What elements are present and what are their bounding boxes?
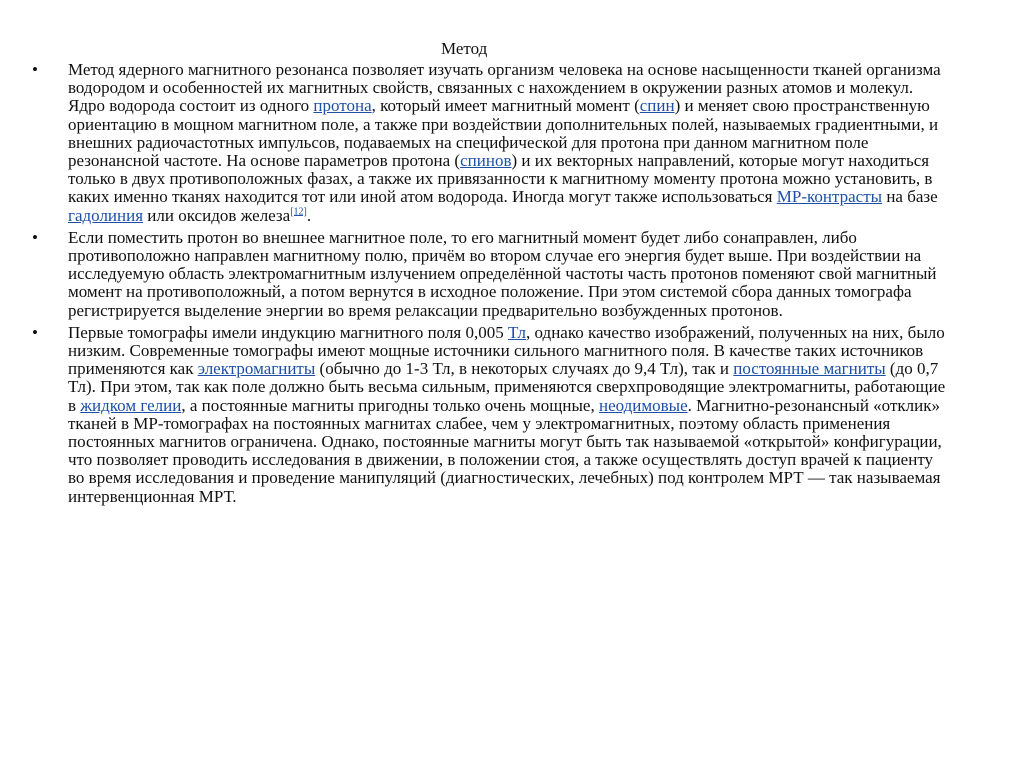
slide-title: Метод [441, 39, 488, 58]
text-span: , а постоянные магниты пригодны только очень мощные, [181, 395, 599, 415]
link-spins[interactable]: спинов [460, 151, 512, 171]
link-mr-contrasts[interactable]: МР-контрасты [776, 187, 883, 207]
text-span: ) и их векторных направлений, которые могут находиться только в двух противоположных фазах, а также их привязанности к магнитному моменту протона можно установить, в каких именно тканях находится тот или иной атом водорода. Иногда могут также использоваться [68, 151, 933, 207]
link-liquid-helium[interactable]: жидком гелии [80, 395, 182, 415]
bullet-text: Если поместить протон во внешнее магнитное поле, то его магнитный момент будет либо сонаправлен, либо противоположно направлен магнитному полю, причём во втором случае его энергия будет выше. При воздействии на исследуемую область электромагнитным излучением определённой частоты часть протонов поменяют свой магнитный момент на противоположный, а потом вернутся в исходное положение. При этом системой сбора данных томографа регистрируется выделение энергии во время релаксации предварительно возбужденных протонов. [68, 227, 937, 320]
link-proton[interactable]: протона [313, 96, 372, 116]
bullet-item-tomographs [32, 324, 952, 506]
link-neodymium[interactable]: неодимовые [598, 395, 688, 415]
link-gadolinium[interactable]: гадолиния [68, 205, 144, 225]
bullet-dot: • [32, 322, 38, 342]
text-span: (обычно до 1-3 Тл, в некоторых случаях до 9,4 Тл), так и [315, 359, 734, 379]
text-span: , который имеет магнитный момент ( [371, 96, 640, 116]
text-span: Метод ядерного магнитного резонанса позволяет изучать организм человека на основе насыщенности тканей организма водородом и особенностей их магнитных свойств, связанных с нахождением в окружении разных атомов и молекул. Ядро водорода состоит из одного [68, 60, 941, 116]
text-span: или оксидов железа [143, 205, 291, 225]
text-span: Первые томографы имели индукцию магнитного поля 0,005 [68, 322, 508, 342]
text-span: (до 0,7 Тл). При этом, так как поле должно быть весьма сильным, применяются сверхпроводящие электромагниты, работающие в [68, 359, 946, 415]
bullet-text [68, 324, 952, 506]
text-span: . Магнитно-резонансный «отклик» тканей в МР-томографах на постоянных магнитах слабее, чем у электромагнитных, поэтому область применения постоянных магнитов ограничена. Однако, постоянные магниты могут быть так называемой «открытой» конфигурации, что позволяет проводить исследования в движении, в положении стоя, а также осуществлять доступ врачей к пациенту во время исследования и проведение манипуляций (диагностических, лечебных) под контролем МРТ — так называемая интервенционная МРТ. [68, 395, 942, 506]
link-tesla[interactable]: Тл [508, 322, 527, 342]
text-span: . [306, 205, 312, 225]
bullet-item-proton-field [32, 229, 952, 320]
link-electromagnets[interactable]: электромагниты [197, 359, 316, 379]
footnote-ref-link[interactable]: [12] [290, 205, 307, 217]
link-permanent-magnets[interactable]: постоянные магниты [733, 359, 886, 379]
bullet-dot: • [32, 60, 38, 79]
bullet-text [68, 61, 952, 225]
text-span: на базе [882, 187, 938, 207]
link-spin[interactable]: спин [639, 96, 675, 116]
bullet-item-mri-method [32, 61, 952, 225]
bullet-list [32, 61, 952, 510]
text-span: ) и меняет свою пространственную ориентацию в мощном магнитном поле, а также при воздействии дополнительных полей, называемых градиентными, и внешних радиочастотных импульсов, подаваемых на специфической для протона при данном магнитном поле резонансной частоте. На основе параметров протона ( [68, 96, 939, 171]
bullet-dot: • [32, 227, 38, 247]
text-span: , однако качество изображений, полученных на них, было низким. Современные томографы имеют мощные источники сильного магнитного поля. В качестве таких источников применяются как [68, 322, 945, 379]
